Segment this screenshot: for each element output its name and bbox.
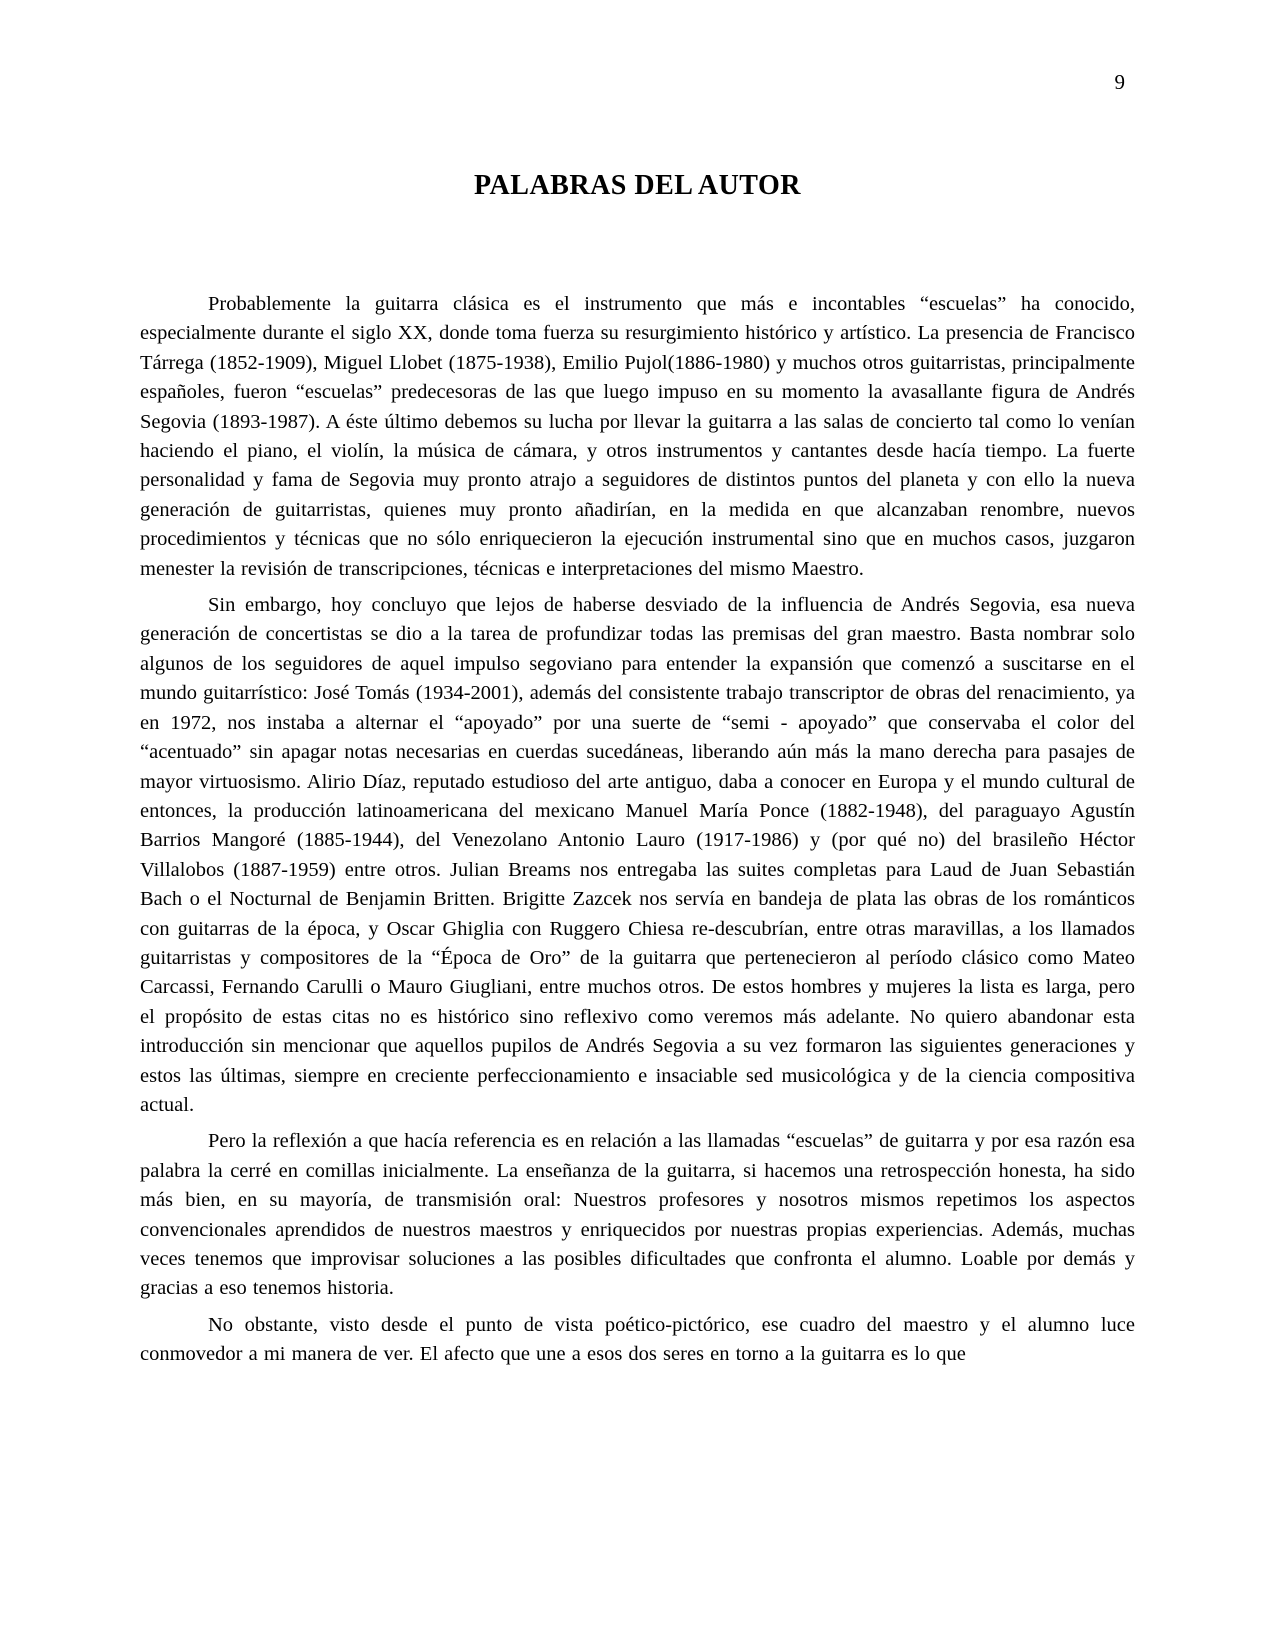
- paragraph-1: Probablemente la guitarra clásica es el instrumento que más e incontables “escuelas” ha conocido, especialmente durante el siglo XX, donde toma fuerza su resurgimiento histórico y artístico. La presencia de Francisco Tárrega (1852-1909), Miguel Llobet (1875-1938), Emilio Pujol(1886-1980) y muchos otros guitarristas, principalmente españoles, fueron “escuelas” predecesoras de las que luego impuso en su momento la avasallante figura de Andrés Segovia (1893-1987). A éste último debemos su lucha por llevar la guitarra a las salas de concierto tal como lo venían haciendo el piano, el violín, la música de cámara, y otros instrumentos y cantantes desde hacía tiempo. La fuerte personalidad y fama de Segovia muy pronto atrajo a seguidores de distintos puntos del planeta y con ello la nueva generación de guitarristas, quienes muy pronto añadirían, en la medida en que alcanzaban renombre, nuevos procedimientos y técnicas que no sólo enriquecieron la ejecución instrumental sino que en muchos casos, juzgaron menester la revisión de transcripciones, técnicas e interpretaciones del mismo Maestro.: [140, 293, 1135, 580]
- paragraph-3: Pero la reflexión a que hacía referencia es en relación a las llamadas “escuelas” de guitarra y por esa razón esa palabra la cerré en comillas inicialmente. La enseñanza de la guitarra, si hacemos una retrospección honesta, ha sido más bien, en su mayoría, de transmisión oral: Nuestros profesores y nosotros mismos repetimos los aspectos convencionales aprendidos de nuestros maestros y enriquecidos por nuestras propias experiencias. Además, muchas veces tenemos que improvisar soluciones a las posibles dificultades que confronta el alumno. Loable por demás y gracias a eso tenemos historia.: [140, 1130, 1135, 1300]
- page-title: PALABRAS DEL AUTOR: [474, 170, 801, 201]
- paragraph-4: No obstante, visto desde el punto de vista poético-pictórico, ese cuadro del maestro y el alumno luce conmovedor a mi manera de ver. El afecto que une a esos dos seres en torno a la guitarra es lo que: [140, 1313, 1135, 1366]
- document-body: [140, 290, 1135, 1370]
- paragraph-2: Sin embargo, hoy concluyo que lejos de haberse desviado de la influencia de Andrés Segovia, esa nueva generación de concertistas se dio a la tarea de profundizar todas las premisas del gran maestro. Basta nombrar solo algunos de los seguidores de aquel impulso segoviano para entender la expansión que comenzó a suscitarse en el mundo guitarrístico: José Tomás (1934-2001), además del consistente trabajo transcriptor de obras del renacimiento, ya en 1972, nos instaba a alternar el “apoyado” por una suerte de “semi - apoyado” que conservaba el color del “acentuado” sin apagar notas necesarias en cuerdas sucedáneas, liberando aún más la mano derecha para pasajes de mayor virtuosismo. Alirio Díaz, reputado estudioso del arte antiguo, daba a conocer en Europa y el mundo cultural de entonces, la producción latinoamericana del mexicano Manuel María Ponce (1882-1948), del paraguayo Agustín Barrios Mangoré (1885-1944), del Venezolano Antonio Lauro (1917-1986) y (por qué no) del brasileño Héctor Villalobos (1887-1959) entre otros. Julian Breams nos entregaba las suites completas para Laud de Juan Sebastián Bach o el Nocturnal de Benjamin Britten. Brigitte Zazcek nos servía en bandeja de plata las obras de los románticos con guitarras de la época, y Oscar Ghiglia con Ruggero Chiesa re-descubrían, entre otras maravillas, a los llamados guitarristas y compositores de la “Época de Oro” de la guitarra que pertenecieron al período clásico como Mateo Carcassi, Fernando Carulli o Mauro Giugliani, entre muchos otros. De estos hombres y mujeres la lista es larga, pero el propósito de estas citas no es histórico sino reflexivo como veremos más adelante. No quiero abandonar esta introducción sin mencionar que aquellos pupilos de Andrés Segovia a su vez formaron las siguientes generaciones y estos las últimas, siempre en creciente perfeccionamiento e insaciable sed musicológica y de la ciencia compositiva actual.: [140, 594, 1135, 1116]
- page-number: 9: [1114, 70, 1125, 94]
